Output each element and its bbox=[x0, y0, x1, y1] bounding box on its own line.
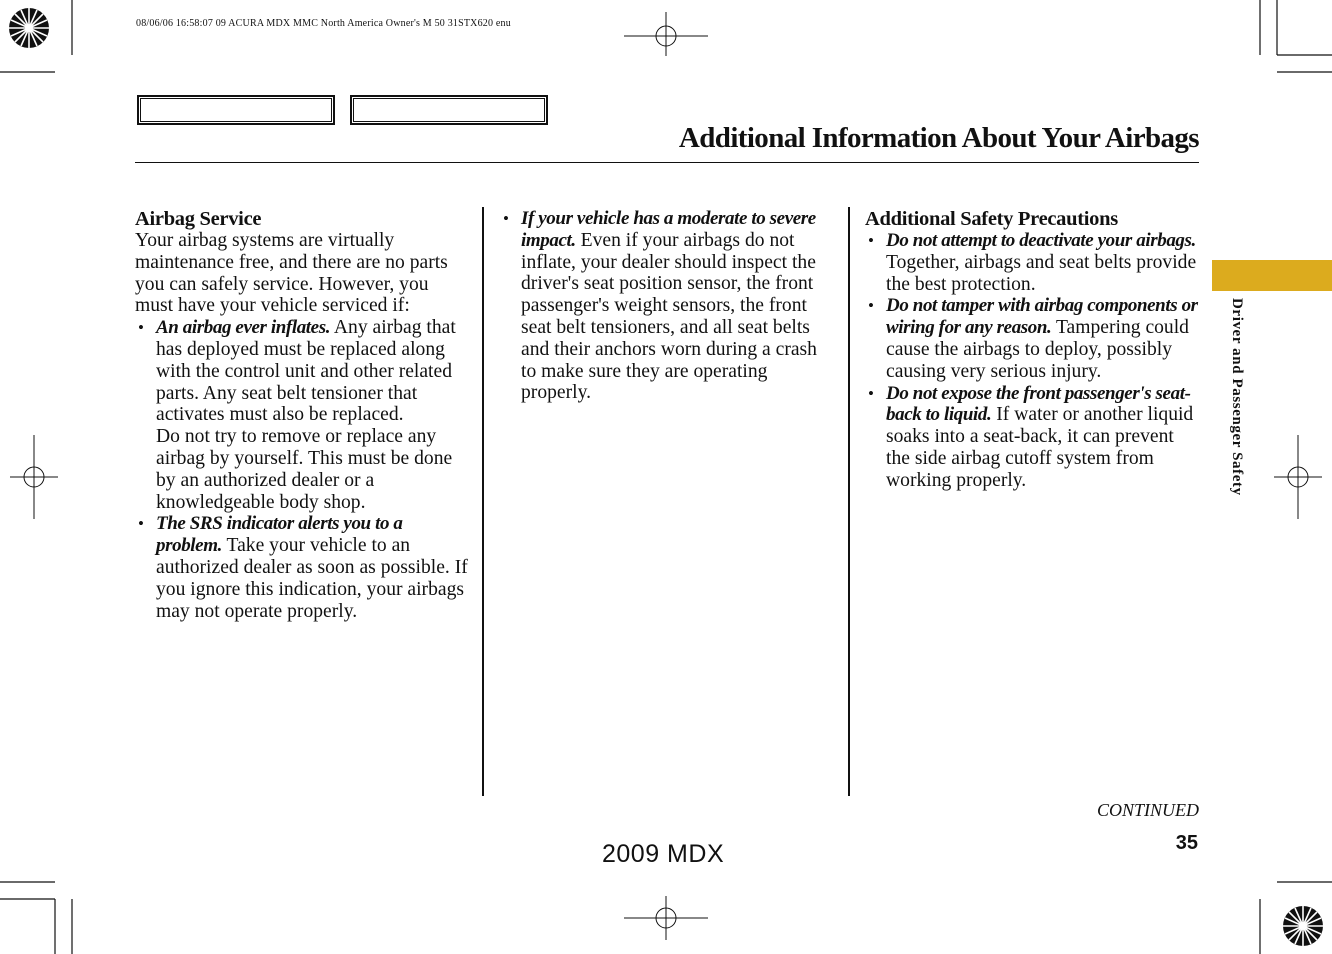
starburst-icon bbox=[9, 8, 49, 48]
continued-label: CONTINUED bbox=[1096, 800, 1199, 820]
page-number: 35 bbox=[1175, 832, 1198, 854]
blank-nav-box-1 bbox=[137, 95, 335, 125]
column-2 bbox=[500, 208, 836, 404]
title-divider bbox=[135, 162, 1199, 163]
starburst-icon bbox=[1283, 906, 1323, 946]
bullet-lead: The SRS indicator alerts you to a problem. bbox=[156, 513, 403, 557]
bullet-text: Take your vehicle to an authorized dealer as soon as possible. If you ignore this indication, your airbags may not operate properly. bbox=[156, 535, 468, 622]
paragraph-intro: Your airbag systems are virtually maintenance free, and there are no parts you can safely service. However, you must have your vehicle serviced if: bbox=[135, 230, 448, 317]
bullet-lead: If your vehicle has a moderate to severe impact. bbox=[521, 208, 816, 251]
column-divider-1 bbox=[482, 207, 484, 796]
bullet-do-not-expose bbox=[865, 383, 1202, 492]
registration-target-top bbox=[624, 12, 708, 56]
bullet-do-not-tamper bbox=[865, 295, 1202, 382]
bullet-text: Any airbag that has deployed must be replaced along with the control unit and other related parts. Any seat belt tensioner that activates must also be replaced. bbox=[156, 317, 456, 426]
bullet-text: If water or another liquid soaks into a seat-back, it can prevent the side airbag cutoff system from working properly. bbox=[886, 404, 1194, 491]
registration-target-bottom bbox=[624, 896, 708, 940]
section-heading-airbag-service: Airbag Service bbox=[135, 208, 262, 230]
footer-model: 2009 MDX bbox=[602, 840, 725, 868]
paragraph-do-not-remove: Do not try to remove or replace any airbag by yourself. This must be done by an authorized dealer or a knowledgeable body shop. bbox=[156, 426, 453, 513]
page-title: Additional Information About Your Airbags bbox=[678, 122, 1199, 154]
bullet-text: Tampering could cause the airbags to deploy, possibly causing very serious injury. bbox=[886, 317, 1189, 382]
print-metadata: 08/06/06 16:58:07 09 ACURA MDX MMC North America Owner's M 50 31STX620 enu bbox=[136, 18, 511, 29]
bullet-text: Together, airbags and seat belts provide the best protection. bbox=[886, 251, 1197, 295]
column-1 bbox=[135, 208, 470, 622]
section-tab-label: Driver and Passenger Safety bbox=[1229, 298, 1245, 496]
blank-nav-box-2 bbox=[350, 95, 548, 125]
bullet-lead: Do not attempt to deactivate your airbags. bbox=[886, 230, 1196, 251]
bullet-moderate-impact bbox=[500, 208, 836, 404]
bullet-text: Even if your airbags do not inflate, your dealer should inspect the driver's seat position sensor, the front passenger's weight sensors, the front seat belt tensioners, and all seat belts and their anchors worn during a crash to make sure they are operating properly. bbox=[521, 229, 817, 404]
bullet-lead: Do not tamper with airbag components or wiring for any reason. bbox=[886, 295, 1198, 339]
section-heading-safety-precautions: Additional Safety Precautions bbox=[865, 208, 1118, 230]
bullet-lead: Do not expose the front passenger's seat-back to liquid. bbox=[886, 382, 1191, 426]
section-tab bbox=[1212, 260, 1332, 291]
bullet-srs-indicator bbox=[135, 513, 470, 622]
bullet-airbag-inflates bbox=[135, 317, 470, 426]
bullet-lead: An airbag ever inflates. bbox=[156, 317, 331, 339]
column-3 bbox=[865, 208, 1202, 492]
registration-target-right bbox=[1274, 435, 1322, 519]
registration-target-left bbox=[10, 435, 58, 519]
bullet-do-not-deactivate bbox=[865, 230, 1202, 295]
column-divider-2 bbox=[848, 207, 850, 796]
